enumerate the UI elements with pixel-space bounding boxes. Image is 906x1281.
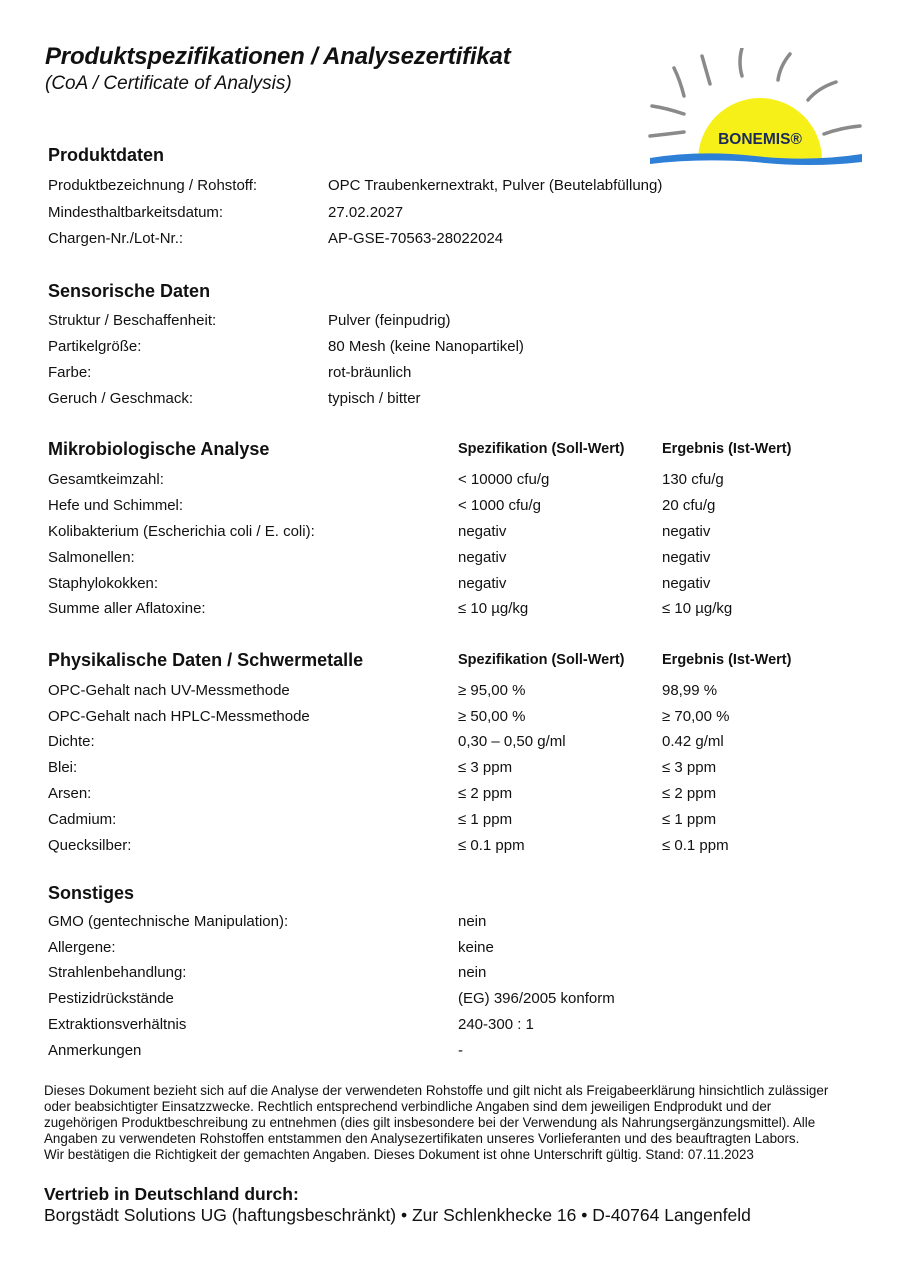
table-row-spec: ≤ 0.1 ppm <box>458 837 525 854</box>
table-row-spec: negativ <box>458 575 507 592</box>
table-row-result: ≤ 2 ppm <box>662 785 717 802</box>
list-item-value: 240-300 : 1 <box>458 1016 534 1033</box>
list-item-value: nein <box>458 964 487 981</box>
produkt-value: OPC Traubenkernextrakt, Pulver (Beutelabfüllung) <box>328 177 663 194</box>
charge-label: Chargen-Nr./Lot-Nr.: <box>48 230 184 247</box>
geruch-label: Geruch / Geschmack: <box>48 390 194 407</box>
table-row-result: ≤ 3 ppm <box>662 759 717 776</box>
table-row-result: 20 cfu/g <box>662 497 716 514</box>
table-row-spec: < 10000 cfu/g <box>458 471 550 488</box>
table-row-result: negativ <box>662 523 711 540</box>
farbe-label: Farbe: <box>48 364 92 381</box>
mhd-value: 27.02.2027 <box>328 204 404 221</box>
table-row-spec: negativ <box>458 523 507 540</box>
partikel-label: Partikelgröße: <box>48 338 142 355</box>
physik-col-result: Ergebnis (Ist-Wert) <box>662 652 792 668</box>
disclaimer-line: Wir bestätigen die Richtigkeit der gemachten Angaben. Dieses Dokument ist ohne Unterschrift gültig. Stand: 07.11.2023 <box>44 1147 754 1162</box>
list-item-value: - <box>458 1042 463 1059</box>
table-row-label: Kolibakterium (Escherichia coli / E. coli): <box>48 523 315 540</box>
table-row-label: Staphylokokken: <box>48 575 159 592</box>
disclaimer-line: Dieses Dokument bezieht sich auf die Analyse der verwendeten Rohstoffe und gilt nicht als Freigabeerklärung hinsichtlich zulässiger <box>44 1083 829 1098</box>
document-subtitle: (CoA / Certificate of Analysis) <box>45 73 292 94</box>
physik-col-spec: Spezifikation (Soll-Wert) <box>458 652 625 668</box>
table-row-spec: ≥ 50,00 % <box>458 708 526 725</box>
table-row-spec: ≤ 2 ppm <box>458 785 513 802</box>
table-row-label: Cadmium: <box>48 811 117 828</box>
table-row-spec: negativ <box>458 549 507 566</box>
table-row-label: Hefe und Schimmel: <box>48 497 184 514</box>
list-item-label: Strahlenbehandlung: <box>48 964 187 981</box>
table-row-result: negativ <box>662 575 711 592</box>
table-row-result: 98,99 % <box>662 682 718 699</box>
list-item-value: nein <box>458 913 487 930</box>
table-row-label: Dichte: <box>48 733 95 750</box>
table-row-spec: 0,30 – 0,50 g/ml <box>458 733 566 750</box>
list-item-value: keine <box>458 939 494 956</box>
charge-value: AP-GSE-70563-28022024 <box>328 230 504 247</box>
list-item-value: (EG) 396/2005 konform <box>458 990 615 1007</box>
table-row-spec: ≥ 95,00 % <box>458 682 526 699</box>
disclaimer-line: oder beabsichtigter Einsatzzwecke. Rechtlich entsprechend verbindliche Angaben sind dem jeweiligen Endprodukt und der <box>44 1099 772 1114</box>
footer-address: Borgstädt Solutions UG (haftungsbeschränkt) • Zur Schlenkhecke 16 • D-40764 Langenfeld <box>44 1205 751 1225</box>
section-produktdaten: Produktdaten <box>48 145 165 165</box>
section-sonstiges: Sonstiges <box>48 883 135 903</box>
bonemis-logo <box>640 48 870 168</box>
table-row-label: Blei: <box>48 759 78 776</box>
struktur-value: Pulver (feinpudrig) <box>328 312 451 329</box>
list-item-label: Extraktionsverhältnis <box>48 1016 187 1033</box>
list-item-label: Anmerkungen <box>48 1042 142 1059</box>
struktur-label: Struktur / Beschaffenheit: <box>48 312 217 329</box>
table-row-spec: ≤ 3 ppm <box>458 759 513 776</box>
table-row-spec: ≤ 10 µg/kg <box>458 600 529 617</box>
table-row-label: Summe aller Aflatoxine: <box>48 600 206 617</box>
table-row-result: 0.42 g/ml <box>662 733 724 750</box>
disclaimer-text <box>44 1083 862 1163</box>
table-row-spec: < 1000 cfu/g <box>458 497 541 514</box>
partikel-value: 80 Mesh (keine Nanopartikel) <box>328 338 524 355</box>
document-title: Produktspezifikationen / Analysezertifikat <box>45 43 511 70</box>
table-row-result: ≤ 10 µg/kg <box>662 600 733 617</box>
mikrobio-col-result: Ergebnis (Ist-Wert) <box>662 441 792 457</box>
table-row-label: Quecksilber: <box>48 837 132 854</box>
table-row-result: ≤ 1 ppm <box>662 811 717 828</box>
disclaimer-line: zugehörigen Produktbeschreibung zu entnehmen (dies gilt insbesondere bei der Verwendung als Nahrungsergänzungsmittel). Alle <box>44 1115 816 1130</box>
table-row-result: 130 cfu/g <box>662 471 724 488</box>
table-row-label: OPC-Gehalt nach UV-Messmethode <box>48 682 290 699</box>
section-sensorisch: Sensorische Daten <box>48 281 211 301</box>
list-item-label: Allergene: <box>48 939 116 956</box>
list-item-label: Pestizidrückstände <box>48 990 174 1007</box>
logo-text: BONEMIS® <box>718 131 802 148</box>
produkt-label: Produktbezeichnung / Rohstoff: <box>48 177 258 194</box>
disclaimer-line: Angaben zu verwendeten Rohstoffen entstammen den Analysezertifikaten unseres Vorlieferanten und des beauftragten Labors. <box>44 1131 800 1146</box>
farbe-value: rot-bräunlich <box>328 364 412 381</box>
geruch-value: typisch / bitter <box>328 390 421 407</box>
section-mikrobio: Mikrobiologische Analyse <box>48 439 270 459</box>
table-row-result: negativ <box>662 549 711 566</box>
mhd-label: Mindesthaltbarkeitsdatum: <box>48 204 224 221</box>
table-row-label: OPC-Gehalt nach HPLC-Messmethode <box>48 708 310 725</box>
table-row-label: Salmonellen: <box>48 549 135 566</box>
table-row-result: ≥ 70,00 % <box>662 708 730 725</box>
footer-heading: Vertrieb in Deutschland durch: <box>44 1184 299 1204</box>
sun-logo-icon <box>640 48 870 168</box>
mikrobio-col-spec: Spezifikation (Soll-Wert) <box>458 441 625 457</box>
list-item-label: GMO (gentechnische Manipulation): <box>48 913 289 930</box>
table-row-result: ≤ 0.1 ppm <box>662 837 729 854</box>
table-row-label: Arsen: <box>48 785 92 802</box>
table-row-label: Gesamtkeimzahl: <box>48 471 164 488</box>
section-physikalisch: Physikalische Daten / Schwermetalle <box>48 650 364 670</box>
table-row-spec: ≤ 1 ppm <box>458 811 513 828</box>
